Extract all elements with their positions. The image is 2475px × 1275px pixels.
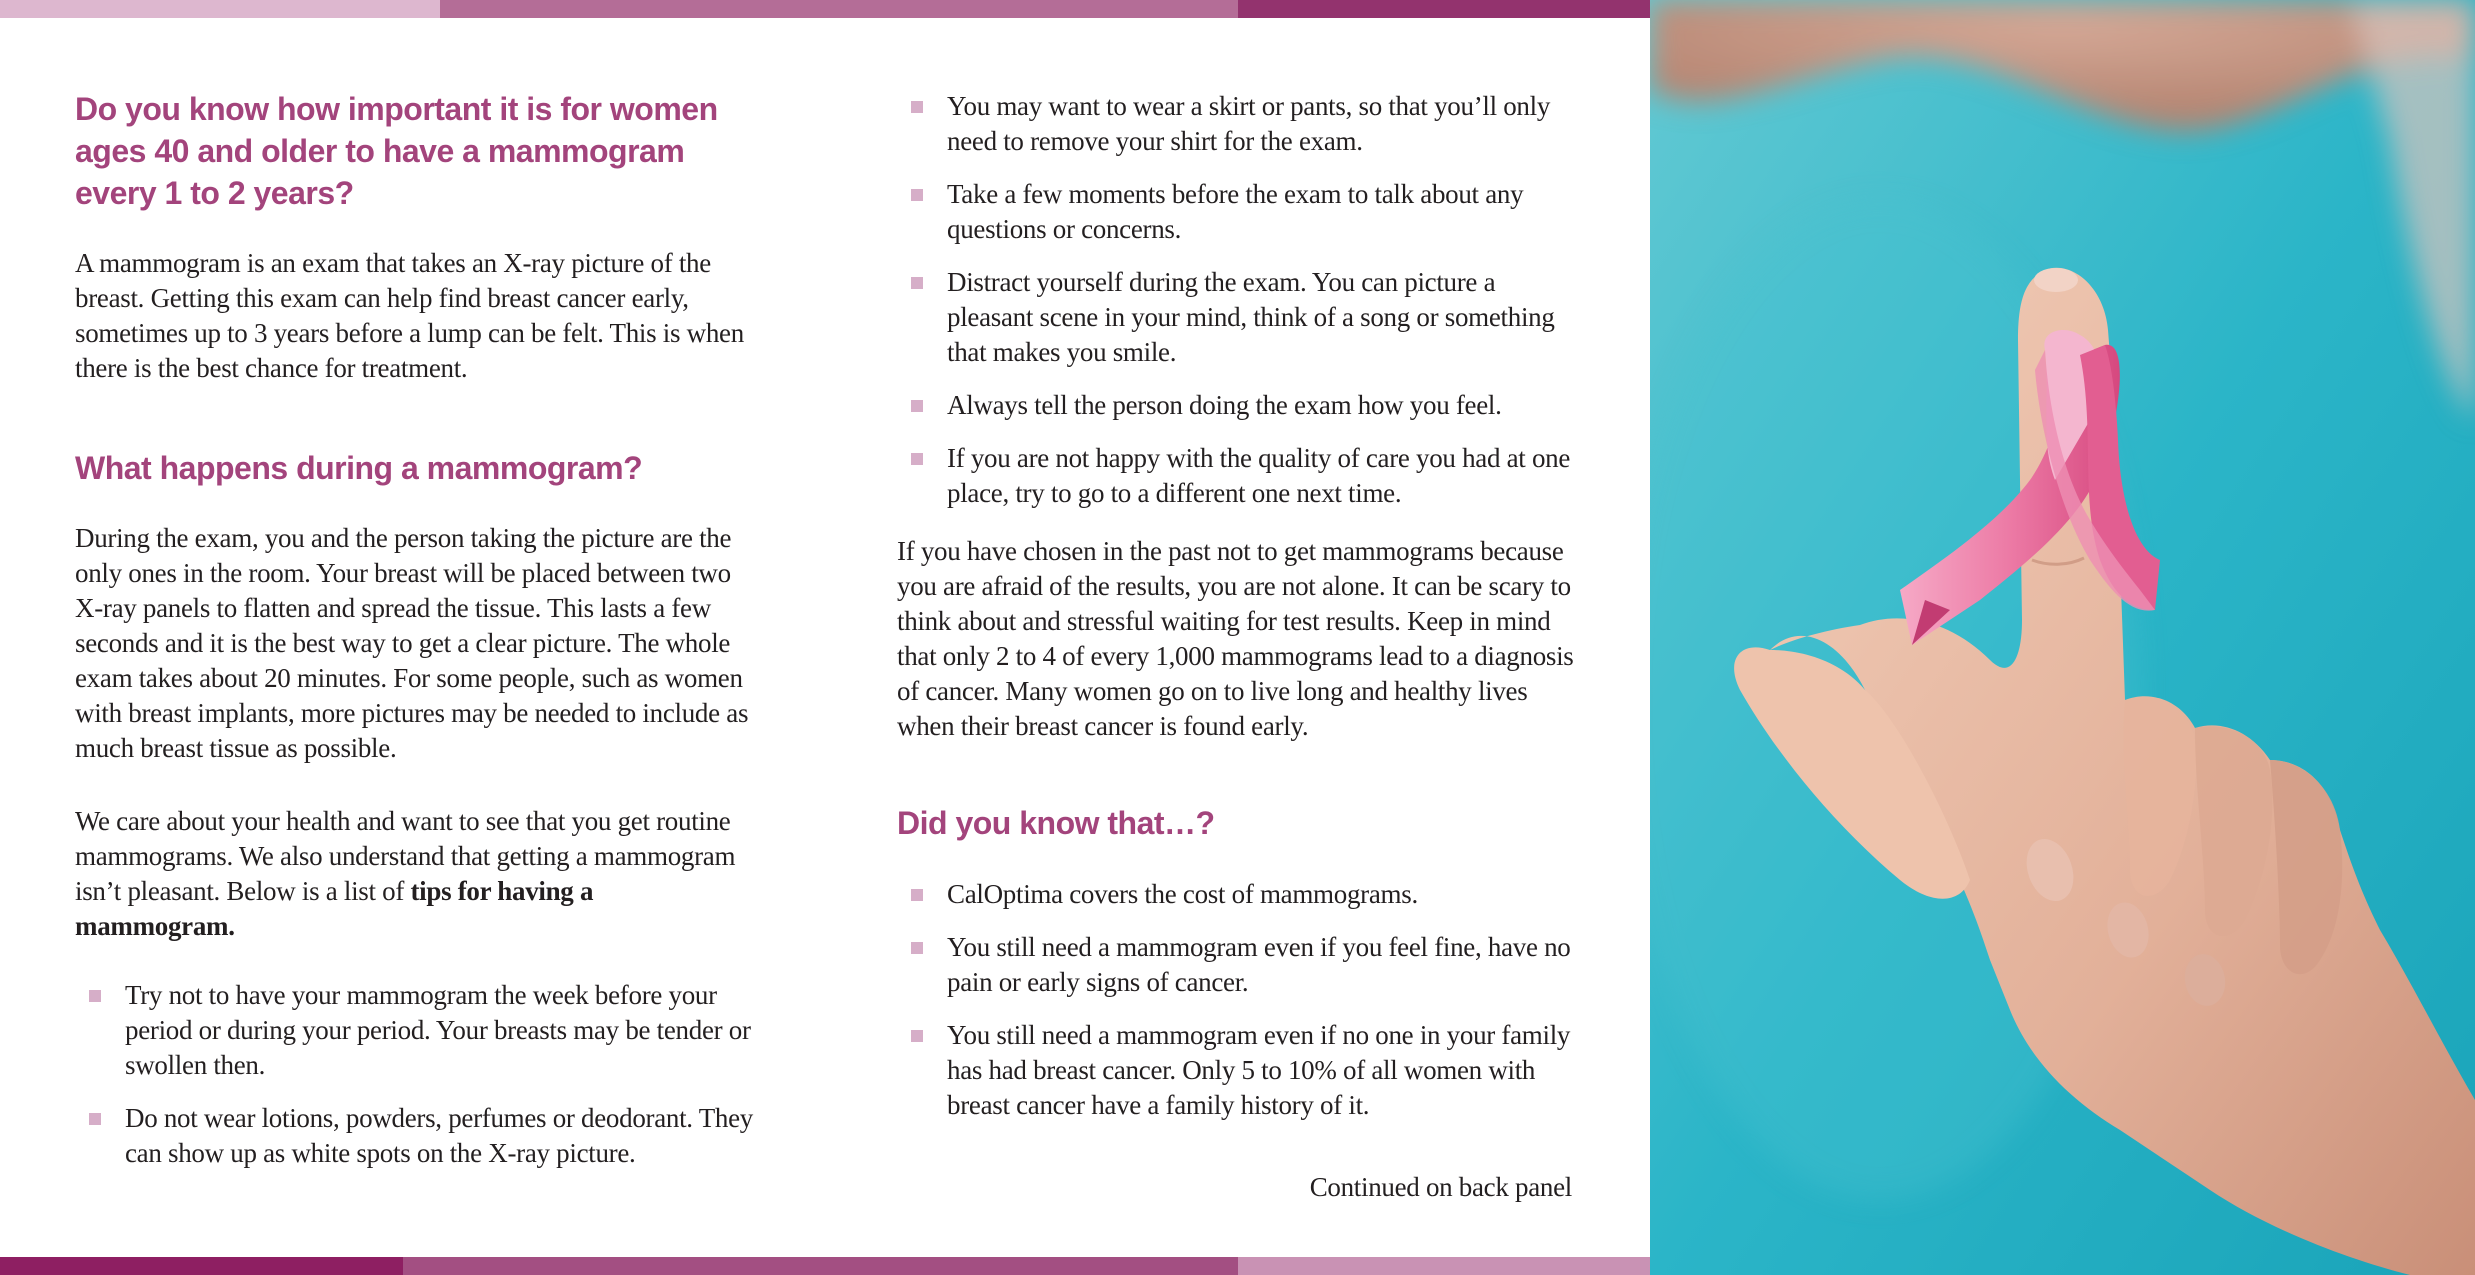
list-item: Always tell the person doing the exam how you feel. [897,388,1577,423]
list-item: You may want to wear a skirt or pants, so that you’ll only need to remove your shirt for the exam. [897,89,1577,159]
top-color-bar-dark [1238,0,1650,18]
square-bullet-icon [911,400,923,412]
continued-note: Continued on back panel [1309,1172,1572,1202]
list-item: Try not to have your mammogram the week before your period or during your period. Your breasts may be tender or swollen then. [75,978,755,1083]
bottom-color-bar-medium [403,1257,1238,1275]
list-item: You still need a mammogram even if no one in your family has had breast cancer. Only 5 to 10% of all women with breast cancer have a family history of it. [897,1018,1577,1123]
list-item: You still need a mammogram even if you feel fine, have no pain or early signs of cancer. [897,930,1577,1000]
bottom-color-bar-light [1238,1257,1650,1275]
square-bullet-icon [911,453,923,465]
list-item: CalOptima covers the cost of mammograms. [897,877,1577,912]
heading-importance: Do you know how important it is for women ages 40 and older to have a mammogram every 1 to 2 years? [75,91,718,211]
heading-did-you-know: Did you know that…? [897,805,1215,841]
square-bullet-icon [911,277,923,289]
exam-description-paragraph: During the exam, you and the person taking the picture are the only ones in the room. Your breast will be placed between two X-ray panels to flatten and spread the tissue. This lasts a few seconds and it is the best way to get a clear picture. The whole exam takes about 20 minutes. For some people, such as women with breast implants, more pictures may be needed to include as much breast tissue as possible. [75,523,749,763]
top-color-bar-light [0,0,440,18]
square-bullet-icon [911,101,923,113]
facts-list [897,877,1577,1123]
list-item: Distract yourself during the exam. You can picture a pleasant scene in your mind, think of a song or something that makes you smile. [897,265,1577,370]
list-item: If you are not happy with the quality of care you had at one place, try to go to a different one next time. [897,441,1577,511]
square-bullet-icon [911,889,923,901]
tips-emphasis: tips for having a mammogram. [75,876,594,941]
care-paragraph [75,804,745,944]
list-item: Do not wear lotions, powders, perfumes or deodorant. They can show up as white spots on the X-ray picture. [75,1101,755,1171]
square-bullet-icon [89,990,101,1002]
square-bullet-icon [911,189,923,201]
pink-ribbon-photo [1650,0,2475,1275]
fear-paragraph: If you have chosen in the past not to get mammograms because you are afraid of the results, you are not alone. It can be scary to think about and stressful waiting for test results. Keep in mind that only 2 to 4 of every 1,000 mammograms lead to a diagnosis of cancer. Many women go on to live long and healthy lives when their breast cancer is found early. [897,536,1574,741]
bottom-color-bar-dark [0,1257,403,1275]
care-paragraph-text: We care about your health and want to see that you get routine mammograms. We also understand that getting a mammogram isn’t pleasant. Below is a list of [75,806,736,906]
square-bullet-icon [89,1113,101,1125]
heading-what-happens: What happens during a mammogram? [75,450,643,486]
square-bullet-icon [911,942,923,954]
ribbon-hand-illustration [1650,0,2475,1275]
square-bullet-icon [911,1030,923,1042]
mammogram-definition-paragraph: A mammogram is an exam that takes an X-ray picture of the breast. Getting this exam can help find breast cancer early, sometimes up to 3 years before a lump can be felt. This is when there is the best chance for treatment. [75,248,744,383]
tips-list-left [75,978,755,1171]
top-color-bar-medium [440,0,1238,18]
list-item: Take a few moments before the exam to talk about any questions or concerns. [897,177,1577,247]
tips-list-middle [897,89,1577,511]
